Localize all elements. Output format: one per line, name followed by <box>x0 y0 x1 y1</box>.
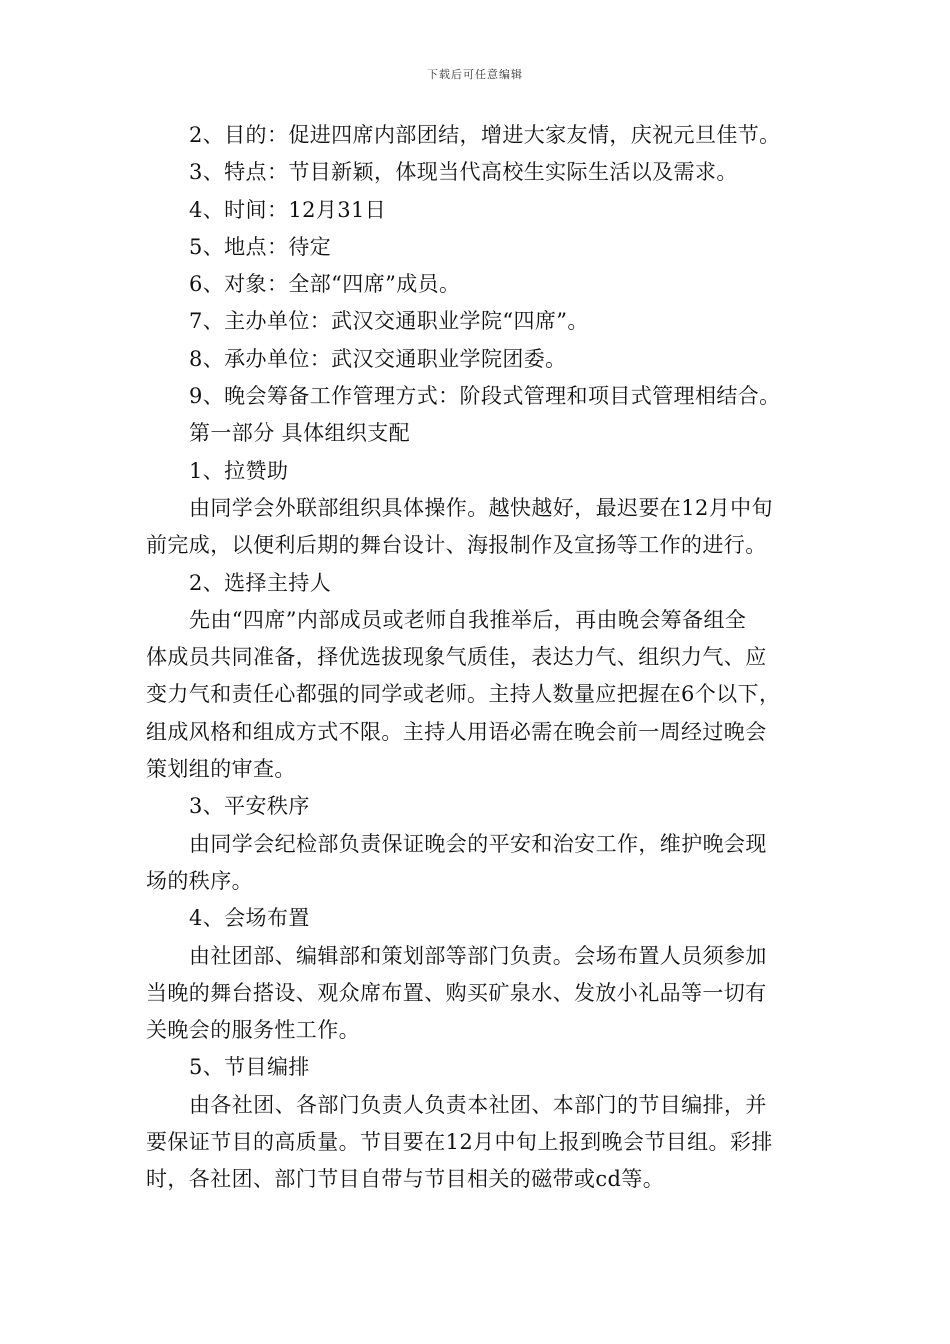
section-heading-sponsorship: 1、拉赞助 <box>189 458 289 483</box>
section-heading-programs: 5、节目编排 <box>189 1055 310 1080</box>
section-body-sponsorship <box>146 490 806 565</box>
item-organizer: 7、主办单位：武汉交通职业学院“四席”。 <box>189 309 589 334</box>
paragraph-line: 由同学会纪检部负责保证晚会的平安和治安工作，维护晚会现 <box>189 831 767 856</box>
paragraph-line: 组成风格和组成方式不限。主持人用语必需在晚会前一周经过晚会 <box>146 719 767 744</box>
paragraph-line: 由社团部、编辑部和策划部等部门负责。会场布置人员须参加 <box>189 943 767 968</box>
paragraph-line: 变力气和责任心都强的同学或老师。主持人数量应把握在6个以下， <box>146 682 781 707</box>
paragraph-line: 关晚会的服务性工作。 <box>146 1018 360 1043</box>
item-audience: 6、对象：全部“四席”成员。 <box>189 272 461 297</box>
section-body-hosts <box>146 602 806 788</box>
document-body <box>146 117 806 1199</box>
item-location: 5、地点：待定 <box>189 234 332 259</box>
paragraph-line: 前完成，以便利后期的舞台设计、海报制作及宣扬等工作的进行。 <box>146 533 767 558</box>
item-purpose: 2、目的：促进四席内部团结，增进大家友情，庆祝元旦佳节。 <box>189 123 781 147</box>
paragraph-line: 策划组的审查。 <box>146 757 296 782</box>
item-management: 9、晚会筹备工作管理方式：阶段式管理和项目式管理相结合。 <box>189 384 781 409</box>
paragraph-line: 要保证节目的高质量。节目要在12月中旬上报到晚会节目组。彩排 <box>146 1130 773 1155</box>
paragraph-line: 由各社团、各部门负责人负责本社团、本部门的节目编排，并 <box>189 1092 767 1117</box>
section-heading-venue: 4、会场布置 <box>189 906 310 931</box>
section-body-venue <box>146 938 806 1050</box>
paragraph-line: 由同学会外联部组织具体操作。越快越好，最迟要在12月中旬 <box>189 495 773 520</box>
paragraph-line: 时，各社团、部门节目自带与节目相关的磁带或cd等。 <box>146 1167 665 1192</box>
paragraph-line: 体成员共同准备，择优选拔现象气质佳，表达力气、组织力气、应 <box>146 645 767 670</box>
item-host: 8、承办单位：武汉交通职业学院团委。 <box>189 346 567 371</box>
section-body-security <box>146 826 806 901</box>
page-header: 下载后可任意编辑 <box>427 68 523 81</box>
item-time: 4、时间：12月31日 <box>189 197 387 222</box>
paragraph-line: 场的秩序。 <box>146 868 253 893</box>
paragraph-line: 当晚的舞台搭设、观众席布置、购买矿泉水、发放小礼品等一切有 <box>146 980 767 1005</box>
paragraph-line: 先由“四席”内部成员或老师自我推举后，再由晚会筹备组全 <box>189 607 747 632</box>
section-heading-hosts: 2、选择主持人 <box>189 570 332 595</box>
part-one-heading: 第一部分 具体组织支配 <box>189 421 411 446</box>
item-features: 3、特点：节目新颖，体现当代高校生实际生活以及需求。 <box>189 160 738 185</box>
section-body-programs <box>146 1087 806 1199</box>
section-heading-security: 3、平安秩序 <box>189 794 310 819</box>
